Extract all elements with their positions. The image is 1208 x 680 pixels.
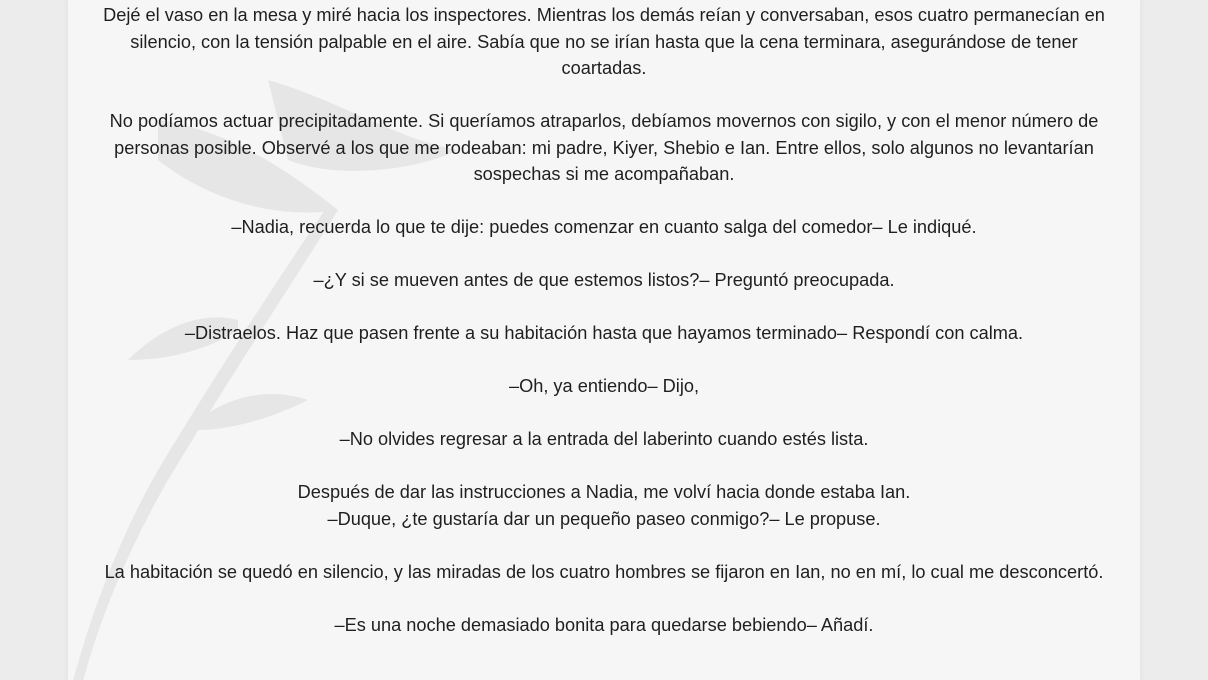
paragraph <box>90 320 1118 347</box>
paragraph <box>90 214 1118 241</box>
paragraph <box>90 267 1118 294</box>
paragraph <box>90 2 1118 82</box>
book-page <box>68 0 1140 680</box>
paragraph <box>90 373 1118 400</box>
paragraph-line: –Distraelos. Haz que pasen frente a su habitación hasta que hayamos terminado– Respondí con calma. <box>184 323 1024 343</box>
paragraph <box>90 479 1118 532</box>
document-body <box>90 0 1118 665</box>
paragraph-line: –No olvides regresar a la entrada del laberinto cuando estés lista. <box>339 429 869 449</box>
paragraph-line: –Es una noche demasiado bonita para quedarse bebiendo– Añadí. <box>334 614 874 635</box>
paragraph-line: Después de dar las instrucciones a Nadia, me volví hacia donde estaba Ian. <box>297 482 911 502</box>
paragraph <box>90 108 1118 188</box>
paragraph <box>90 559 1118 586</box>
paragraph-line: –Oh, ya entiendo– Dijo, <box>508 376 700 396</box>
paragraph-line: –Duque, ¿te gustaría dar un pequeño paseo conmigo?– Le propuse. <box>327 508 881 529</box>
paragraph-line: –Nadia, recuerda lo que te dije: puedes comenzar en cuanto salga del comedor– Le indiqué. <box>231 217 977 237</box>
paragraph <box>90 426 1118 453</box>
paragraph-line: La habitación se quedó en silencio, y las miradas de los cuatro hombres se fijaron en Ian, no en mí, lo cual me desconcertó. <box>104 561 1104 582</box>
paragraph-line: –¿Y si se mueven antes de que estemos listos?– Preguntó preocupada. <box>313 270 895 290</box>
paragraph <box>90 612 1118 639</box>
paragraph-line: No podíamos actuar precipitadamente. Si queríamos atraparlos, debíamos movernos con sigilo, y con el menor número de personas posible. Observé a los que me rodeaban: mi padre, Kiyer, Shebio e Ian. Entre ellos, solo algunos no levantarían sospechas si me acompañaban. <box>109 111 1099 184</box>
paragraph-line: Dejé el vaso en la mesa y miré hacia los inspectores. Mientras los demás reían y conversaban, esos cuatro permanecían en silencio, con la tensión palpable en el aire. Sabía que no se irían hasta que la cena terminara, asegurándose de tener coartadas. <box>103 5 1105 78</box>
